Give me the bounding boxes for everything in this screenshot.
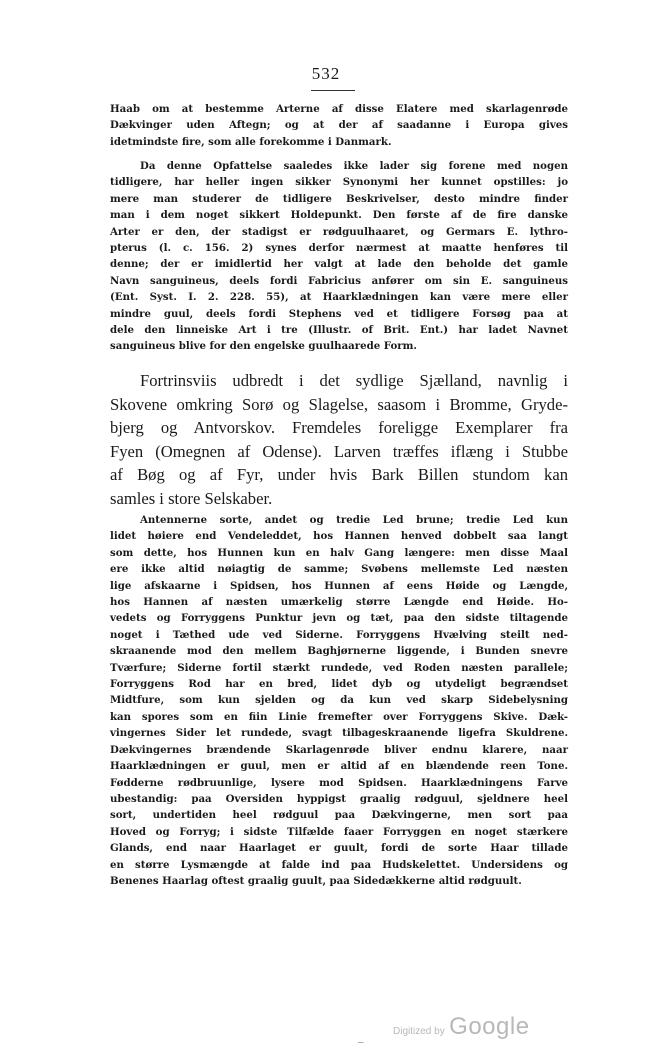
text-line: bjerg og Antvorskov. Fremdeles foreligge Exemplarer fra: [110, 418, 568, 438]
page-number: 532: [311, 64, 341, 83]
text-line: Da denne Opfattelse saaledes ikke lader sig forene med nogen: [140, 160, 568, 172]
text-line: Dækvingernes brændende Skarlagenrøde bliver endnu klarere, naar: [110, 743, 568, 756]
text-line: Fødderne rødbruunlige, lysere mod Spidsen. Haarklædningens Farve: [110, 776, 568, 789]
text-line: Haarklædningen er guul, men er altid af en blændende reen Tone.: [110, 760, 568, 773]
page-number-rule: [311, 90, 355, 91]
paragraph-synonymy: [110, 158, 568, 355]
text-line: vedets og Forryggens Punktur jevn og tæt, paa den sidste tiltagende: [110, 612, 568, 625]
text-line: Fortrinsviis udbredt i det sydlige Sjælland, navnlig i: [140, 371, 568, 390]
text-line: Skovene omkring Sorø og Slagelse, saasom i Bromme, Gryde-: [110, 394, 568, 414]
text-line: kan spores som en fiin Linie fremefter over Forryggens Skive. Dæk-: [110, 710, 568, 723]
text-line: sort, undertiden heel rødguul paa Dækvingerne, men sort paa: [110, 809, 568, 822]
text-line: ubestandig: paa Oversiden hyppigst graalig rødguul, sjeldnere heel: [110, 792, 568, 805]
text-line: samles i store Selskaber.: [110, 488, 273, 508]
text-line: Hoved og Forryg; i sidste Tilfælde faaer Forryggen en noget stærkere: [110, 825, 568, 838]
text-line: vingernes Sider let rundede, svagt tilbageskraanende ligefra Skuldrene.: [110, 727, 568, 740]
text-line: en større Lysmængde at falde ind paa Hudskelettet. Undersidens og: [110, 858, 568, 871]
text-line: Arter er den, der stadigst er rødguulhaaret, og Germars E. lythro-: [110, 225, 568, 238]
text-line: af Bøg og af Fyr, under hvis Bark Billen stundom kan: [110, 465, 568, 485]
text-line: mindre guul, deels fordi Stephens ved et tidligere Forsøg paa at: [110, 307, 568, 320]
footer-dash: _: [358, 1030, 364, 1043]
text-line: skraanende mod den mellem Baghjørnerne liggende, i Bunden snevre: [110, 645, 568, 658]
text-line: lige afskaarne i Spidsen, hos Hunnen af eens Høide og Længde,: [110, 579, 568, 592]
text-line: som dette, hos Hunnen kun en halv Gang længere: men disse Maal: [110, 546, 568, 559]
text-line: Fyen (Omegnen af Odense). Larven træffes iflæng i Stubbe: [110, 441, 568, 461]
text-line: tidligere, har heller ingen sikker Synonymi her kunnet opstilles: jo: [110, 176, 568, 189]
digitized-watermark: [393, 1013, 530, 1041]
text-line: (Ent. Syst. I. 2. 228. 55), at Haarklædningen kan være mere eller: [110, 291, 568, 304]
paragraph-distribution: [110, 369, 568, 511]
text-line: Dækvinger uden Aftegn; og at der af saadanne i Europa gives: [110, 119, 568, 132]
text-line: Navn sanguineus, deels fordi Fabricius anfører om sin E. sanguineus: [110, 274, 568, 287]
text-line: Midtfure, som kun sjelden og da kun ved skarp Sidebelysning: [110, 694, 568, 707]
text-line: sanguineus blive for den engelske guulhaarede Form.: [110, 340, 417, 353]
text-line: Antennerne sorte, andet og tredie Led brune; tredie Led kun: [140, 514, 568, 526]
text-line: noget i Tæthed ude ved Siderne. Forryggens Hvælving steilt ned-: [110, 628, 568, 641]
text-line: dele den linneiske Art i tre (Illustr. of Brit. Ent.) har ladet Navnet: [110, 324, 568, 337]
text-line: lidet høiere end Vendeleddet, hos Hannen henved dobbelt saa langt: [110, 530, 568, 543]
google-logo: Google: [449, 1013, 530, 1040]
text-line: idetmindste fire, som alle forekomme i Danmark.: [110, 135, 392, 148]
text-line: Haab om at bestemme Arterne af disse Elatere med skarlagenrøde: [110, 103, 568, 115]
paragraph-elatere-continuation: [110, 101, 568, 150]
text-line: denne; der er imidlertid her valgt at lade den beholde det gamle: [110, 258, 568, 271]
text-line: Benenes Haarlag oftest graalig guult, paa Sidedækkerne altid rødguult.: [110, 874, 522, 887]
text-line: Forryggens Rod har en bred, lidet dyb og utydeligt begrændset: [110, 678, 568, 691]
digitized-label: Digitized by: [393, 1026, 445, 1037]
text-line: Glands, end naar Haarlaget er guult, fordi de sorte Haar tillade: [110, 842, 568, 855]
paragraph-description: [110, 512, 568, 889]
text-line: hos Hannen af næsten umærkelig større Længde end Høide. Ho-: [110, 596, 568, 609]
text-line: ere ikke altid nøiagtig de samme; Svøbens mellemste Led næsten: [110, 563, 568, 576]
text-line: Tværfure; Siderne fortil stærkt rundede, ved Roden næsten parallele;: [110, 661, 568, 674]
text-line: mere man studerer de tidligere Beskrivelser, desto mindre finder: [110, 192, 568, 205]
text-line: man i dem noget sikkert Holdepunkt. Den første af de fire danske: [110, 209, 568, 222]
text-line: pterus (l. c. 156. 2) synes derfor nærmest at maatte henføres til: [110, 242, 568, 255]
